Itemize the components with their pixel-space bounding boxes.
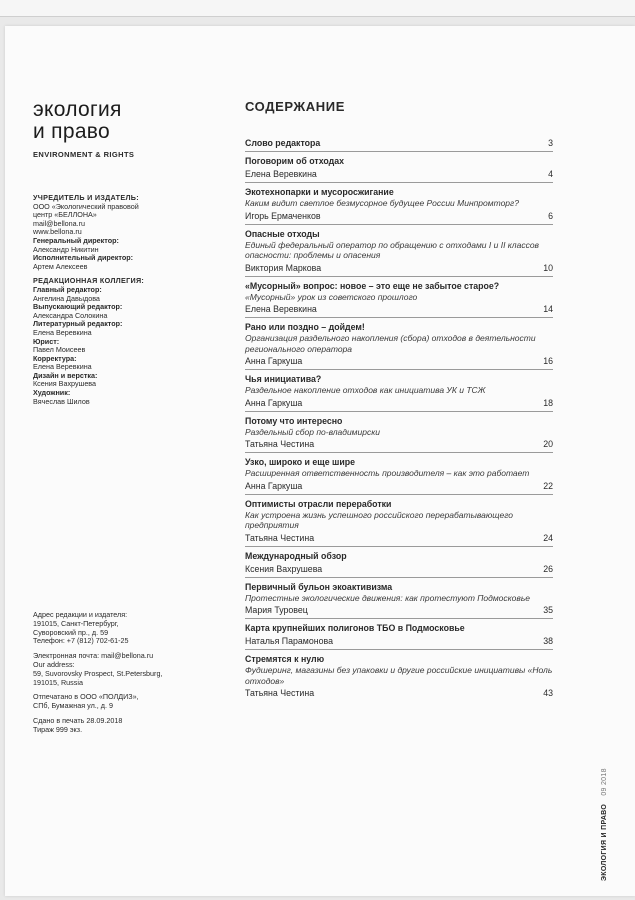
toc-entry — [245, 322, 553, 370]
toc-page-number: 14 — [543, 304, 553, 314]
toc-title-text: Узко, широко и еще шире — [245, 457, 356, 467]
toc-entry — [245, 138, 553, 152]
toc-subtitle: Каким видит светлое безмусорное будущее России Минпромторг? — [245, 198, 519, 208]
toc-entry — [245, 551, 553, 578]
toc-row — [245, 211, 553, 222]
toc-row — [245, 356, 553, 367]
toc-page-number: 35 — [543, 605, 553, 615]
toc-entry — [245, 416, 553, 454]
toc-entry — [245, 582, 553, 620]
toc-title-text: «Мусорный» вопрос: новое – это еще не забытое старое? — [245, 280, 500, 291]
toc-row — [245, 636, 553, 647]
logo-subtitle: ENVIRONMENT & RIGHTS — [33, 150, 135, 159]
side-label — [601, 768, 608, 881]
toc-title-text: Чья инициатива? — [245, 374, 322, 384]
toc-entry — [245, 499, 553, 547]
address-line: Отпечатано в ООО «ПОЛДИЗ», — [33, 692, 139, 702]
toc-row — [245, 169, 553, 180]
toc-author: Татьяна Честина — [245, 688, 315, 698]
publisher-line: центр «БЕЛЛОНА» — [33, 210, 97, 220]
toc-row — [245, 533, 553, 544]
toc-title-text: Оптимисты отрасли переработки — [245, 498, 392, 509]
address-line: Тираж 999 экз. — [33, 724, 83, 734]
toc-author: Ксения Вахрушева — [245, 563, 323, 574]
address-line: Сдано в печать 28.09.2018 — [33, 715, 123, 725]
publisher-line: www.bellona.ru — [33, 227, 82, 237]
toc-page-number: 20 — [543, 439, 553, 449]
toc-subtitle: Расширенная ответственность производителя – как это работает — [245, 468, 530, 478]
toc-page-number: 43 — [543, 688, 553, 698]
magazine-page — [5, 26, 635, 896]
toc-page-number: 16 — [543, 356, 553, 366]
address-line: Адрес редакции и издателя: — [33, 610, 128, 619]
role-name: Елена Веревкина — [33, 362, 92, 372]
toc-author: Татьяна Честина — [245, 439, 315, 449]
toc-title-text: Экотехнопарки и мусоросжигание — [245, 187, 394, 197]
role-label: Дизайн и верстка: — [33, 370, 98, 380]
toc-title-text: Поговорим об отходах — [245, 156, 345, 166]
role-name: Ангелина Давыдова — [33, 293, 100, 303]
toc-row — [245, 688, 553, 699]
role-name: Александр Никитин — [33, 244, 99, 254]
toc-subtitle: Раздельное накопление отходов как инициатива УК и ТСЖ — [245, 385, 486, 395]
address-line: Суворовский пр., д. 59 — [33, 627, 109, 637]
role-label: Литературный редактор: — [33, 319, 123, 329]
address-line: 191015, Санкт-Петербург, — [33, 618, 119, 628]
toc-page-number: 18 — [543, 397, 553, 408]
toc-subtitle: Фудшеринг, магазины без упаковки и другие российские инициативы «Ноль отходов» — [245, 665, 553, 686]
role-label: Выпускающий редактор: — [33, 302, 123, 312]
toc-title-text: Стремятся к нулю — [245, 654, 325, 664]
toc-row — [245, 481, 553, 492]
toc-row — [245, 263, 553, 274]
role-label: Корректура: — [33, 353, 77, 363]
address-line: 191015, Russia — [33, 677, 83, 687]
toc-page-number: 22 — [543, 480, 553, 491]
toc-page-number: 26 — [543, 563, 553, 574]
editorial-address — [33, 611, 203, 735]
publisher-line: mail@bellona.ru — [33, 218, 86, 228]
toc-title-text: Карта крупнейших полигонов ТБО в Подмосковье — [245, 623, 465, 633]
address-line: Our address: — [33, 659, 75, 669]
toc-title: СОДЕРЖАНИЕ — [245, 99, 345, 114]
role-name: Артем Алексеев — [33, 261, 88, 271]
toc-subtitle: Протестные экологические движения: как протестуют Подмосковье — [245, 592, 531, 603]
toc-author: Виктория Маркова — [245, 262, 322, 273]
toc-subtitle: Как устроена жизнь успешного российского перерабатывающего предприятия — [245, 509, 514, 530]
toc-author: Анна Гаркуша — [245, 356, 303, 366]
toc-subtitle: Раздельный сбор по-владимирски — [245, 426, 380, 437]
side-label-title: ЭКОЛОГИЯ И ПРАВО — [601, 803, 608, 881]
toc-author: Елена Веревкина — [245, 169, 317, 179]
toc-author: Татьяна Честина — [245, 532, 315, 543]
imprint-block — [33, 194, 193, 406]
role-name: Павел Моисеев — [33, 345, 86, 355]
toc-page-number: 38 — [543, 636, 553, 646]
toc-entry — [245, 281, 553, 319]
toc-entry — [245, 229, 553, 277]
toc-entry — [245, 187, 553, 225]
side-label-issue: 09 2018 — [601, 768, 608, 796]
toc-title-text: Слово редактора — [245, 138, 321, 148]
address-line: 59, Suvorovsky Prospect, St.Petersburg, — [33, 668, 163, 678]
toc-author: Наталья Парамонова — [245, 636, 333, 646]
role-name: Александра Солокина — [33, 310, 108, 320]
publisher-line: ООО «Экологический правовой — [33, 201, 139, 211]
toc-title-text: Международный обзор — [245, 550, 347, 561]
address-line: Телефон: +7 (812) 702-61-25 — [33, 636, 129, 646]
logo-title-line1: экология — [33, 98, 122, 121]
toc-author: Елена Веревкина — [245, 304, 317, 314]
role-label: Юрист: — [33, 336, 60, 346]
toc-row — [245, 564, 553, 575]
board-heading: РЕДАКЦИОННАЯ КОЛЛЕГИЯ: — [33, 276, 145, 286]
toc-author: Мария Туровец — [245, 605, 308, 615]
role-label: Исполнительный директор: — [33, 253, 134, 263]
toc-page-number: 3 — [548, 138, 553, 148]
role-name: Ксения Вахрушева — [33, 379, 97, 389]
toc-subtitle: Единый федеральный оператор по обращению с отходами I и II классов опасности: проблемы и опасения — [245, 239, 539, 260]
address-line: СПб, Бумажная ул., д. 9 — [33, 701, 113, 711]
toc-title-text: Первичный бульон экоактивизма — [245, 581, 393, 592]
address-line: Электронная почта: mail@bellona.ru — [33, 651, 154, 661]
toc-author: Игорь Ермаченков — [245, 210, 321, 221]
toc-entry — [245, 457, 553, 495]
role-name: Елена Веревкина — [33, 327, 92, 337]
toc-row — [245, 439, 553, 450]
role-label: Генеральный директор: — [33, 235, 119, 245]
publisher-heading: УЧРЕДИТЕЛЬ И ИЗДАТЕЛЬ: — [33, 193, 139, 202]
toc-row — [245, 605, 553, 616]
table-of-contents — [245, 136, 553, 705]
toc-subtitle: «Мусорный» урок из советского прошлого — [245, 291, 418, 302]
toc-subtitle: Организация раздельного накопления (сбора) отходов в деятельности регионального оператора — [245, 333, 536, 354]
toc-title-text: Рано или поздно – дойдем! — [245, 322, 365, 332]
toc-entry — [245, 654, 553, 701]
role-label: Художник: — [33, 388, 71, 398]
toc-page-number: 24 — [543, 532, 553, 543]
toc-entry — [245, 156, 553, 183]
toc-row — [245, 398, 553, 409]
toc-row — [245, 304, 553, 315]
toc-title-text: Потому что интересно — [245, 415, 343, 426]
previous-page-edge — [0, 0, 635, 17]
toc-row — [245, 138, 553, 149]
toc-page-number: 4 — [548, 169, 553, 179]
role-name: Вячеслав Шилов — [33, 396, 90, 406]
logo-title-line2: и право — [33, 120, 110, 143]
toc-page-number: 10 — [543, 262, 553, 273]
toc-page-number: 6 — [548, 210, 553, 221]
toc-entry — [245, 623, 553, 650]
toc-entry — [245, 374, 553, 412]
role-label: Главный редактор: — [33, 284, 102, 294]
toc-title-text: Опасные отходы — [245, 228, 320, 239]
toc-author: Анна Гаркуша — [245, 480, 303, 491]
toc-author: Анна Гаркуша — [245, 397, 303, 408]
